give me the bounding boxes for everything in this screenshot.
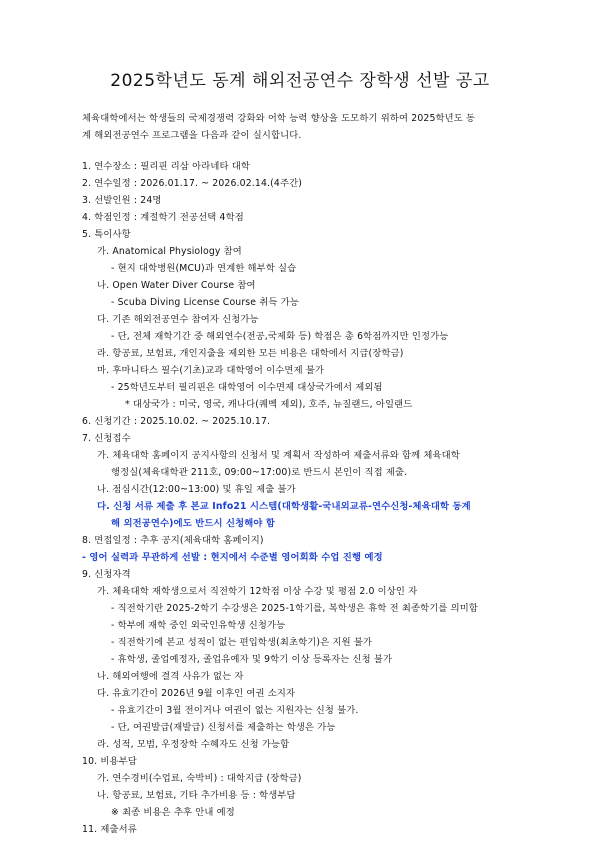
item-eligibility-a-4: - 휴학생, 졸업예정자, 졸업유예자 및 9학기 이상 등록자는 신청 불가 bbox=[111, 654, 393, 665]
item-note-e-detail: - 25학년도부터 필리핀은 대학영어 이수면제 대상국가에서 제외됨 bbox=[111, 382, 383, 393]
item-application-b: 나. 점심시간(12:00~13:00) 및 휴일 제출 불가 bbox=[97, 484, 296, 495]
item-cost-b-note: ※ 최종 비용은 추후 안내 예정 bbox=[111, 807, 235, 818]
item-application-c-cont: 해 외전공연수)에도 반드시 신청해야 함 bbox=[111, 518, 276, 529]
item-eligibility-a-2: - 학부에 재학 중인 외국인유학생 신청가능 bbox=[111, 620, 286, 631]
item-note-e-countries: * 대상국가 : 미국, 영국, 캐나다(퀘벡 제외), 호주, 뉴질랜드, 아일랜드 bbox=[125, 399, 413, 410]
item-notes-heading: 5. 특이사항 bbox=[82, 229, 131, 240]
item-eligibility-heading: 9. 신청자격 bbox=[82, 569, 131, 580]
item-note-d: 라. 항공료, 보험료, 개인지출을 제외한 모든 비용은 대학에서 지급(장학금) bbox=[97, 348, 404, 359]
item-eligibility-b: 나. 해외여행에 결격 사유가 없는 자 bbox=[97, 671, 244, 682]
item-application-c: 다. 신청 서류 제출 후 본교 Info21 시스템(대학생활-국내외교류-연수신청-체육대학 동계 bbox=[97, 501, 471, 512]
item-note-a: 가. Anatomical Physiology 참여 bbox=[97, 246, 242, 257]
item-note-c: 다. 기존 해외전공연수 참여자 신청가능 bbox=[97, 314, 259, 325]
item-interview-note: - 영어 실력과 무관하게 선발 : 현지에서 수준별 영어회화 수업 진행 예정 bbox=[82, 552, 383, 563]
notice-title: 2025학년도 동계 해외전공연수 장학생 선발 공고 bbox=[110, 71, 490, 91]
item-eligibility-a-1: - 직전학기란 2025-2학기 수강생은 2025-1학기를, 복학생은 휴학 전 최종학기를 의미함 bbox=[111, 603, 479, 614]
item-application-a-cont: 행정실(체육대학관 211호, 09:00~17:00)로 반드시 본인이 직접 제출. bbox=[111, 467, 408, 478]
item-eligibility-c-1: - 유효기간이 3월 전이거나 여권이 없는 지원자는 신청 불가. bbox=[111, 705, 359, 716]
item-documents-heading: 11. 제출서류 bbox=[82, 824, 137, 835]
item-note-c-detail: - 단, 전체 재학기간 중 해외연수(전공,국제화 등) 학점은 총 6학점까지만 인정가능 bbox=[111, 331, 449, 342]
item-note-b-detail: - Scuba Diving License Course 취득 가능 bbox=[111, 297, 299, 308]
item-eligibility-a: 가. 체육대학 재학생으로서 직전학기 12학점 이상 수강 및 평점 2.0 이상인 자 bbox=[97, 586, 418, 597]
item-eligibility-d: 라. 성적, 모범, 우정장학 수혜자도 신청 가능함 bbox=[97, 739, 290, 750]
item-application-period: 6. 신청기간 : 2025.10.02. ~ 2025.10.17. bbox=[82, 416, 271, 427]
item-note-e: 마. 후마니타스 필수(기초)교과 대학영어 이수면제 불가 bbox=[97, 365, 325, 376]
intro-line-1: 체육대학에서는 학생들의 국제경쟁력 강화와 어학 능력 향상을 도모하기 위하여 2025학년도 동 bbox=[82, 113, 476, 124]
item-cost-heading: 10. 비용부담 bbox=[82, 756, 137, 767]
item-eligibility-c-2: - 단, 여권발급(재발급) 신청서를 제출하는 학생은 가능 bbox=[111, 722, 336, 733]
item-note-a-detail: - 현지 대학병원(MCU)과 연계한 해부학 실습 bbox=[111, 263, 297, 274]
item-interview: 8. 면접일정 : 추후 공지(체육대학 홈페이지) bbox=[82, 535, 264, 546]
item-credits: 4. 학점인정 : 계절학기 전공선택 4학점 bbox=[82, 212, 244, 223]
item-venue: 1. 연수장소 : 필리핀 리삼 아라네타 대학 bbox=[82, 161, 251, 172]
item-quota: 3. 선발인원 : 24명 bbox=[82, 195, 162, 206]
item-eligibility-c: 다. 유효기간이 2026년 9월 이후인 여권 소지자 bbox=[97, 688, 296, 699]
item-schedule: 2. 연수일정 : 2026.01.17. ~ 2026.02.14.(4주간) bbox=[82, 178, 302, 189]
item-eligibility-a-3: - 직전학기에 본교 성적이 없는 편입학생(최초학기)은 지원 불가 bbox=[111, 637, 373, 648]
item-cost-b: 나. 항공료, 보험료, 기타 추가비용 등 : 학생부담 bbox=[97, 790, 296, 801]
item-application-a: 가. 체육대학 홈페이지 공지사항의 신청서 및 계획서 작성하여 제출서류와 함께 체육대학 bbox=[97, 450, 460, 461]
item-application-heading: 7. 신청접수 bbox=[82, 433, 131, 444]
item-cost-a: 가. 연수경비(수업료, 숙박비) : 대학지급 (장학금) bbox=[97, 773, 302, 784]
item-note-b: 나. Open Water Diver Course 참여 bbox=[97, 280, 256, 291]
intro-line-2: 계 해외전공연수 프로그램을 다음과 같이 실시합니다. bbox=[82, 130, 302, 141]
